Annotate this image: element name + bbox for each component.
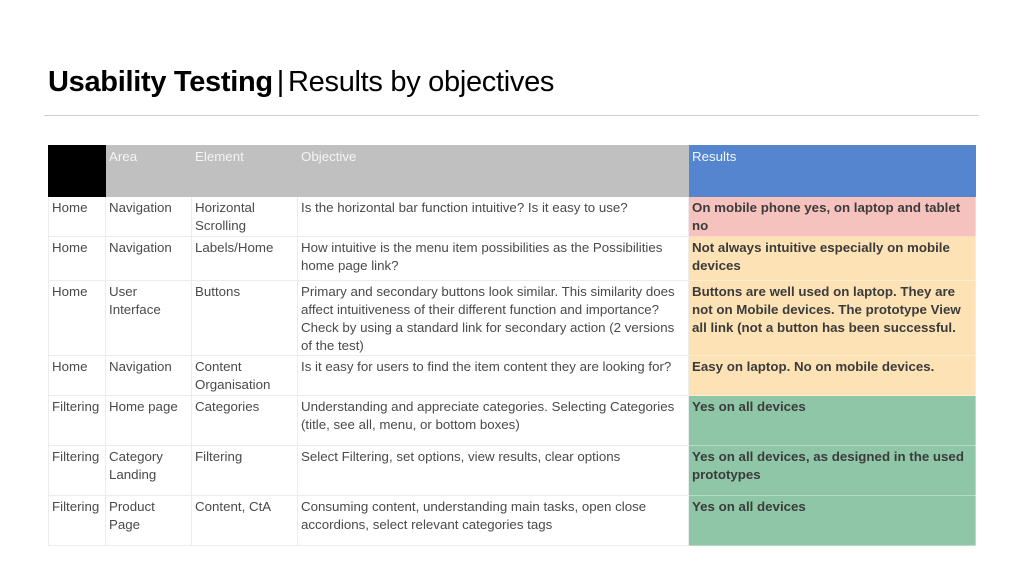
header-element: Element [192,146,298,197]
slide-title [48,62,554,102]
cell-objective: Primary and secondary buttons look similar. This similarity does affect intuitiveness of their different function and importance? Check by using a standard link for secondary action (2 versions of the test) [298,281,689,356]
cell-objective: Is it easy for users to find the item content they are looking for? [298,356,689,396]
title-separator: | [276,66,285,98]
cell-result: Yes on all devices [689,396,976,446]
header-corner [49,146,106,197]
table-row [49,281,976,356]
cell-element: Content Organisation [192,356,298,396]
title-subtitle: Results by objectives [288,66,555,98]
table-row [49,496,976,546]
cell-element: Categories [192,396,298,446]
cell-element: Filtering [192,446,298,496]
table-row [49,237,976,281]
cell-objective: How intuitive is the menu item possibilities as the Possibilities home page link? [298,237,689,281]
table-row [49,446,976,496]
cell-element: Content, CtA [192,496,298,546]
cell-area: Home page [106,396,192,446]
table-row [49,356,976,396]
cell-result: Yes on all devices [689,496,976,546]
cell-objective: Understanding and appreciate categories. Selecting Categories (title, see all, menu, or bottom boxes) [298,396,689,446]
cell-section: Home [49,356,106,396]
cell-objective: Is the horizontal bar function intuitive? Is it easy to use? [298,197,689,237]
cell-section: Home [49,237,106,281]
cell-objective: Consuming content, understanding main tasks, open close accordions, select relevant categories tags [298,496,689,546]
results-table [48,145,976,546]
cell-element: Horizontal Scrolling [192,197,298,237]
cell-section: Filtering [49,446,106,496]
title-divider [44,115,979,116]
cell-element: Buttons [192,281,298,356]
cell-section: Home [49,197,106,237]
cell-area: Navigation [106,197,192,237]
header-objective: Objective [298,146,689,197]
table-row [49,197,976,237]
cell-area: Navigation [106,237,192,281]
cell-objective: Select Filtering, set options, view results, clear options [298,446,689,496]
header-area: Area [106,146,192,197]
header-results: Results [689,146,976,197]
table-row [49,396,976,446]
cell-area: Navigation [106,356,192,396]
cell-element: Labels/Home [192,237,298,281]
cell-section: Filtering [49,396,106,446]
cell-section: Filtering [49,496,106,546]
cell-result: Easy on laptop. No on mobile devices. [689,356,976,396]
cell-result: Yes on all devices, as designed in the used prototypes [689,446,976,496]
cell-result: On mobile phone yes, on laptop and tablet no [689,197,976,237]
cell-area: User Interface [106,281,192,356]
cell-area: Category Landing [106,446,192,496]
cell-area: Product Page [106,496,192,546]
title-main: Usability Testing [48,66,273,98]
cell-section: Home [49,281,106,356]
cell-result: Buttons are well used on laptop. They are not on Mobile devices. The prototype View all link (not a button has been successful. [689,281,976,356]
table-header-row [49,146,976,197]
cell-result: Not always intuitive especially on mobile devices [689,237,976,281]
